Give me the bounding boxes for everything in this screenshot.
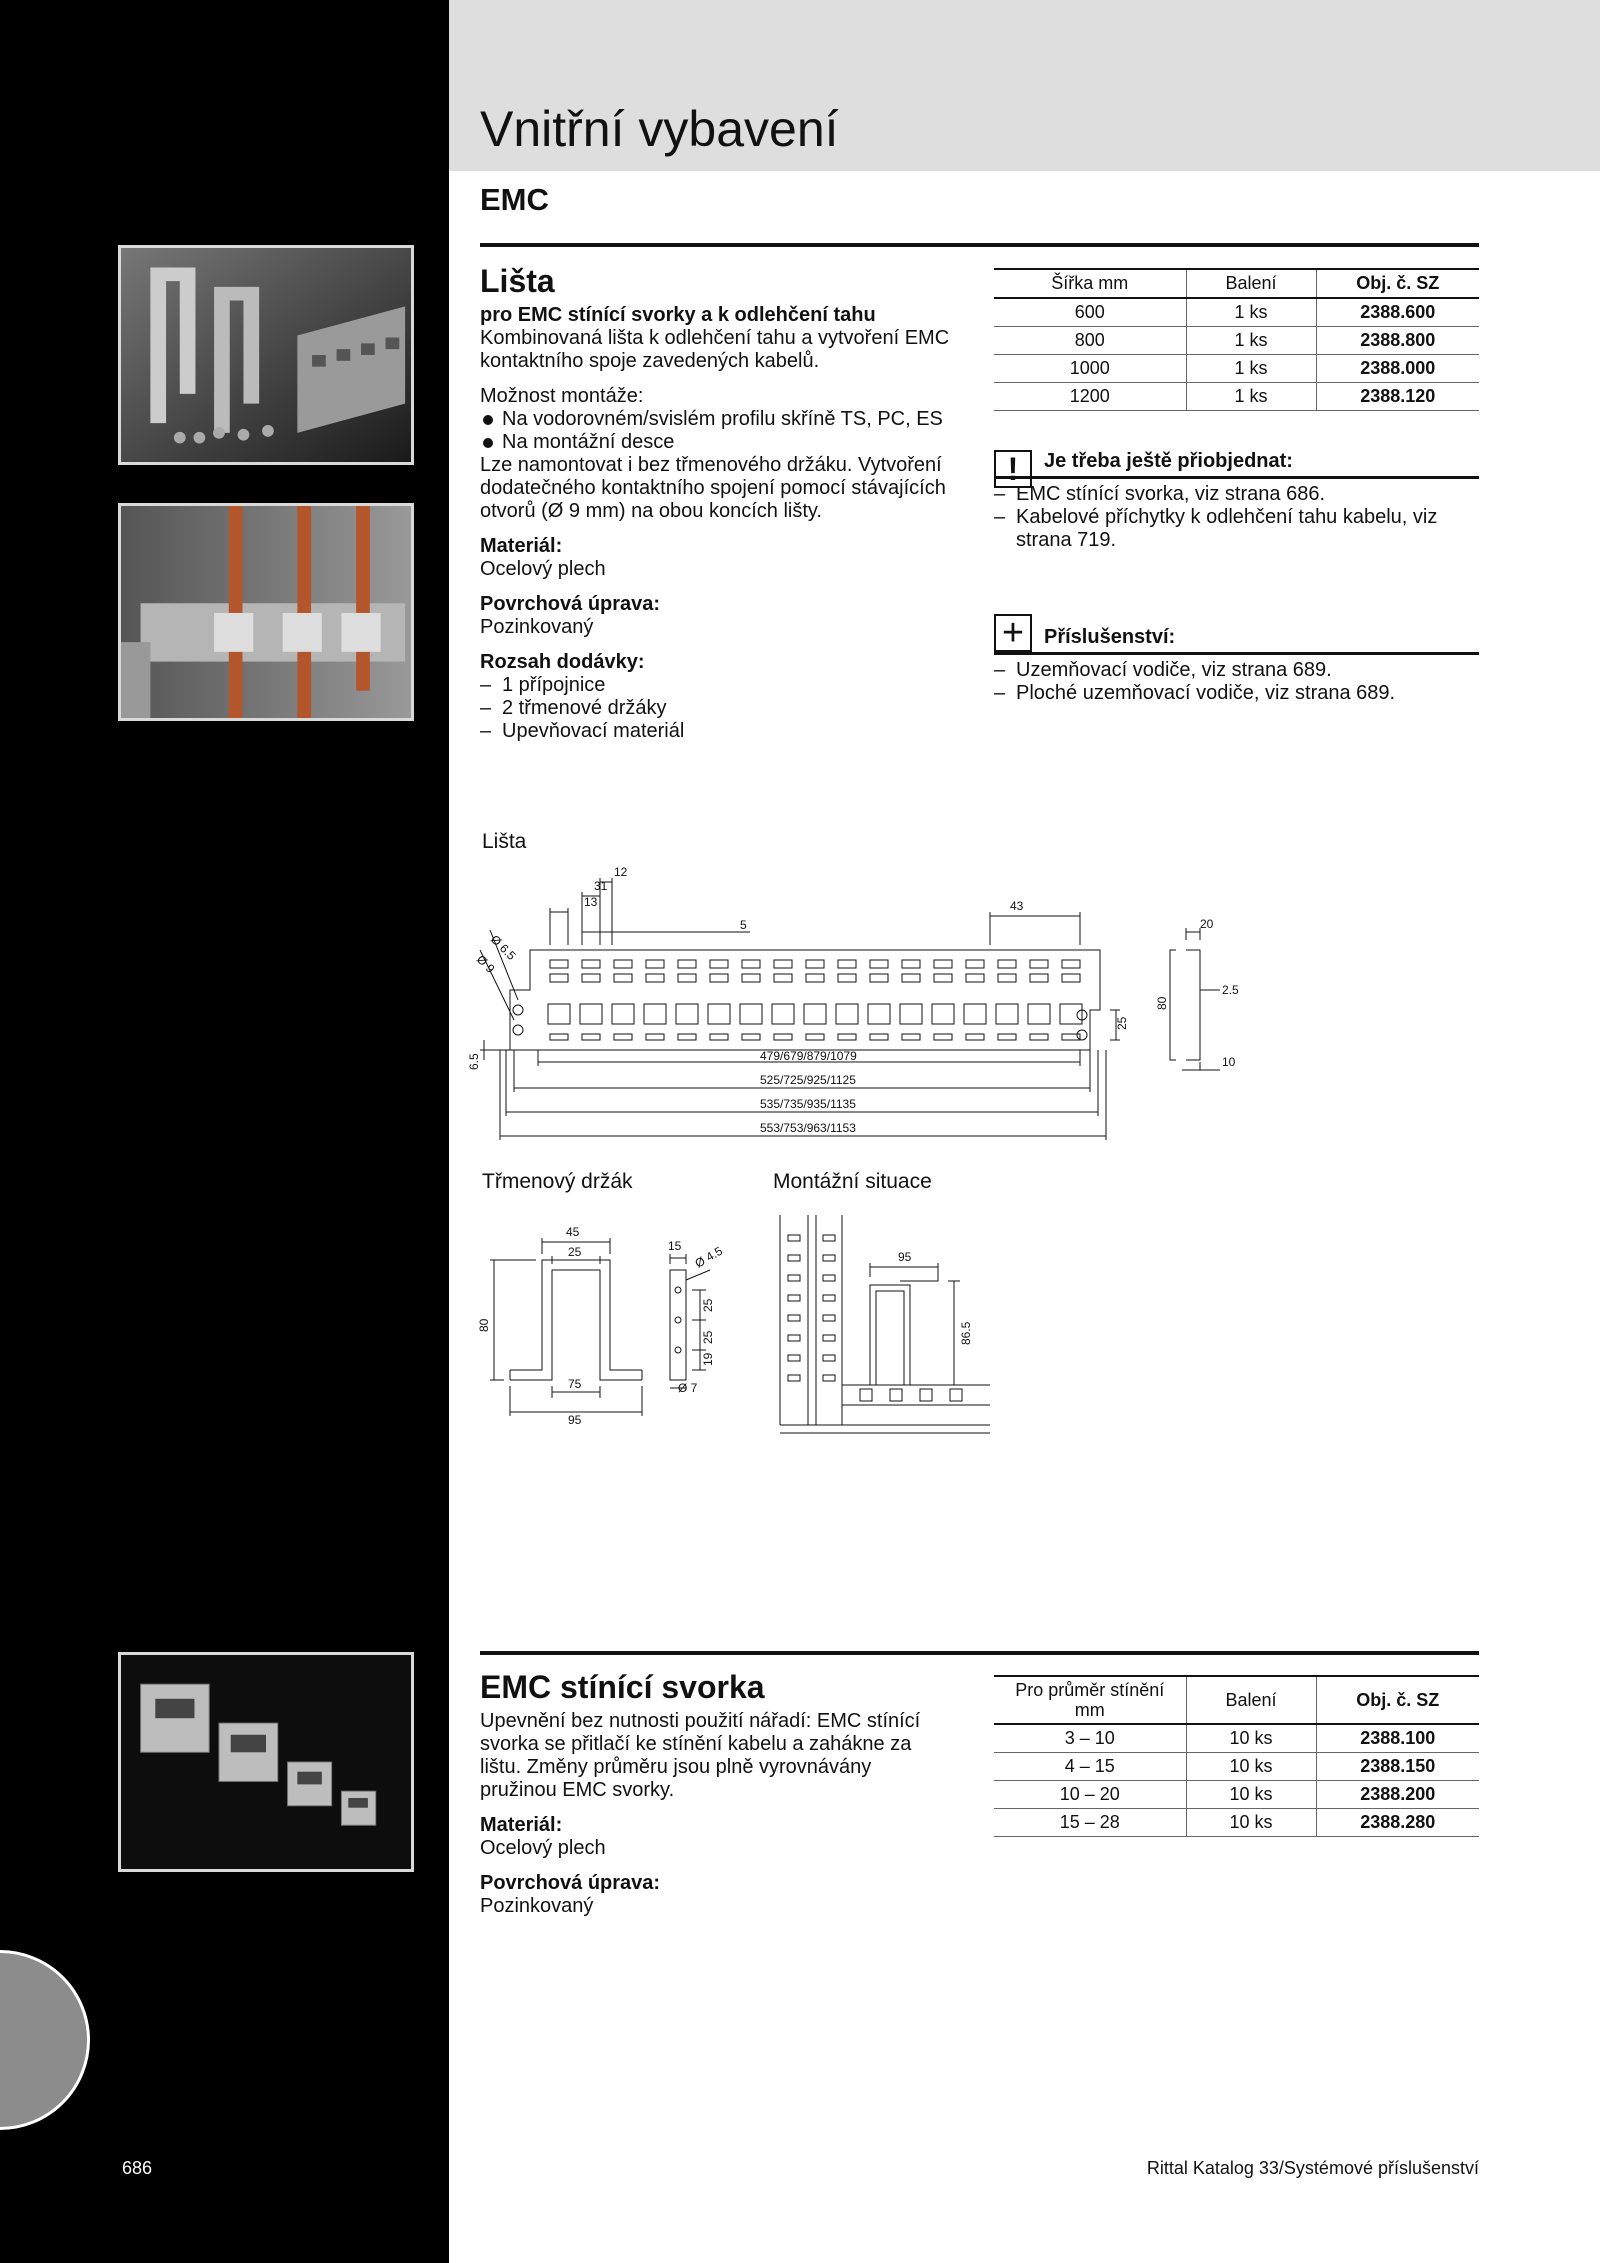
section-label: EMC	[480, 182, 549, 217]
note-item: – Ploché uzemňovací vodiče, viz strana 689.	[994, 682, 1479, 705]
dim-25a: 25	[701, 1298, 715, 1312]
drawing-label-lista: Lišta	[482, 830, 527, 853]
order-additionally-note	[994, 450, 1479, 552]
dim-95: 95	[898, 1250, 912, 1264]
table-cell: 10 ks	[1186, 1724, 1316, 1753]
table-cell: 1 ks	[1186, 298, 1316, 327]
dim-2-5: 2.5	[1222, 983, 1239, 997]
dim-13: 13	[584, 895, 598, 909]
note-list	[994, 659, 1479, 705]
note-list	[994, 483, 1479, 552]
table-cell: 2388.800	[1316, 327, 1479, 355]
table-row	[994, 327, 1479, 355]
table-cell: 10 ks	[1186, 1809, 1316, 1837]
note-item: – EMC stínící svorka, viz strana 686.	[994, 483, 1479, 506]
dim-20: 20	[1200, 917, 1214, 931]
drawing-label-mounting: Montážní situace	[773, 1170, 932, 1193]
table-cell: 2388.200	[1316, 1781, 1479, 1809]
surface-value: Pozinkovaný	[480, 616, 594, 638]
dim-43: 43	[1010, 899, 1024, 913]
product-lista-description	[480, 262, 950, 743]
dim-phi-9: Ø 9	[473, 952, 498, 976]
mounting-technical-drawing	[760, 1205, 1060, 1445]
accessories-note	[994, 611, 1479, 705]
page-number: 686	[122, 2158, 153, 2178]
section-rule	[480, 243, 1479, 247]
lista-order-table	[994, 268, 1479, 411]
dim-75: 75	[568, 1377, 582, 1391]
product-intro: Upevnění bez nutnosti použití nářadí: EMC stínící svorka se přitlačí ke stínění kabelu a zahákne za lištu. Změny průměru jsou plně vyrovnávány pružinou EMC svorky.	[480, 1710, 921, 1801]
product-title: EMC stínící svorka	[480, 1669, 765, 1705]
dim-45: 45	[566, 1225, 580, 1239]
note-item: – Uzemňovací vodiče, viz strana 689.	[994, 659, 1479, 682]
table-cell: 1200	[994, 383, 1186, 411]
dim-length-3: 535/735/935/1135	[760, 1097, 856, 1111]
product-photo-lista	[118, 245, 414, 465]
product-subtitle: pro EMC stínící svorky a k odlehčení tahu	[480, 304, 876, 326]
column-header: Šířka mm	[994, 269, 1186, 298]
table-cell: 2388.280	[1316, 1809, 1479, 1837]
dim-10: 10	[1222, 1055, 1236, 1069]
table-cell: 600	[994, 298, 1186, 327]
clamp-order-table	[994, 1675, 1479, 1837]
material-value: Ocelový plech	[480, 558, 606, 580]
mount-item: Na vodorovném/svislém profilu skříně TS, PC, ES	[480, 408, 950, 431]
table-cell: 1 ks	[1186, 355, 1316, 383]
table-row	[994, 1809, 1479, 1837]
note-heading	[994, 450, 1479, 487]
table-cell: 2388.120	[1316, 383, 1479, 411]
table-row	[994, 298, 1479, 327]
scope-item: – 2 třmenové držáky	[480, 697, 950, 720]
dim-length-2: 525/725/925/1125	[760, 1073, 856, 1087]
scope-item: – Upevňovací materiál	[480, 720, 950, 743]
table-cell: 4 – 15	[994, 1753, 1186, 1781]
dim-phi-4-5: Ø 4.5	[692, 1243, 725, 1271]
dim-length-1: 479/679/879/1079	[760, 1049, 857, 1063]
dim-12: 12	[614, 865, 628, 879]
product-clamp-description	[480, 1668, 950, 1918]
mount-label: Možnost montáže:	[480, 385, 644, 407]
dim-phi-6-5: Ø 6.5	[487, 932, 519, 963]
column-header: Obj. č. SZ	[1316, 1676, 1479, 1724]
dim-80: 80	[1155, 996, 1169, 1010]
table-row	[994, 1781, 1479, 1809]
column-header: Balení	[1186, 1676, 1316, 1724]
bracket-technical-drawing	[470, 1220, 740, 1430]
table-row	[994, 1753, 1479, 1781]
column-header: Balení	[1186, 269, 1316, 298]
table-row	[994, 1724, 1479, 1753]
surface-value: Pozinkovaný	[480, 1895, 594, 1917]
note-heading	[994, 611, 1479, 655]
plus-icon: +	[994, 614, 1032, 652]
dim-5: 5	[740, 918, 747, 932]
table-cell: 10 – 20	[994, 1781, 1186, 1809]
dim-phi-7: Ø 7	[678, 1381, 698, 1395]
product-photo-clamp	[118, 1652, 414, 1872]
dim-31: 31	[594, 879, 608, 893]
table-cell: 2388.100	[1316, 1724, 1479, 1753]
column-header: Pro průměr stínění mm	[994, 1676, 1186, 1724]
note-item: – Kabelové příchytky k odlehčení tahu kabelu, viz strana 719.	[994, 506, 1479, 552]
note-title: Je třeba ještě přiobjednat:	[1044, 450, 1293, 472]
product-intro: Kombinovaná lišta k odlehčení tahu a vytvoření EMC kontaktního spoje zavedených kabelů.	[480, 327, 950, 372]
table-header-row	[994, 1676, 1479, 1724]
table-cell: 3 – 10	[994, 1724, 1186, 1753]
note-title: Příslušenství:	[1044, 626, 1176, 648]
dim-25: 25	[1115, 1016, 1129, 1030]
exclamation-icon: !	[994, 450, 1032, 488]
dim-25b: 25	[701, 1330, 715, 1344]
product-photo-installation	[118, 503, 414, 721]
table-cell: 1 ks	[1186, 383, 1316, 411]
lista-technical-drawing	[467, 865, 1260, 1150]
material-value: Ocelový plech	[480, 1837, 606, 1859]
table-cell: 15 – 28	[994, 1809, 1186, 1837]
catalog-reference: Rittal Katalog 33/Systémové příslušenství	[1146, 2158, 1479, 2178]
section-rule	[480, 1651, 1479, 1655]
drawing-label-bracket: Třmenový držák	[482, 1170, 633, 1193]
table-cell: 800	[994, 327, 1186, 355]
mount-notes: Lze namontovat i bez třmenového držáku. Vytvoření dodatečného kontaktního spojení pomocí stávajících otvorů (Ø 9 mm) na obou koncích lišty.	[480, 454, 946, 522]
dim-80: 80	[477, 1318, 491, 1332]
table-cell: 10 ks	[1186, 1753, 1316, 1781]
material-label: Materiál:	[480, 535, 563, 557]
table-cell: 2388.600	[1316, 298, 1479, 327]
surface-label: Povrchová úprava:	[480, 1872, 661, 1894]
table-cell: 1 ks	[1186, 327, 1316, 355]
scope-label: Rozsah dodávky:	[480, 651, 645, 673]
column-header: Obj. č. SZ	[1316, 269, 1479, 298]
dim-19: 19	[701, 1352, 715, 1366]
page-title: Vnitřní vybavení	[480, 101, 839, 157]
table-header-row	[994, 269, 1479, 298]
table-row	[994, 355, 1479, 383]
dim-86-5: 86.5	[959, 1321, 973, 1345]
product-title: Lišta	[480, 263, 555, 299]
scope-item: – 1 přípojnice	[480, 674, 950, 697]
dim-6-5: 6.5	[467, 1053, 481, 1070]
table-row	[994, 383, 1479, 411]
dim-length-4: 553/753/963/1153	[760, 1121, 856, 1135]
table-cell: 2388.150	[1316, 1753, 1479, 1781]
dim-15: 15	[668, 1239, 682, 1253]
dim-25: 25	[568, 1245, 582, 1259]
surface-label: Povrchová úprava:	[480, 593, 661, 615]
material-label: Materiál:	[480, 1814, 563, 1836]
table-cell: 1000	[994, 355, 1186, 383]
table-cell: 10 ks	[1186, 1781, 1316, 1809]
mount-item: Na montážní desce	[480, 431, 950, 454]
table-cell: 2388.000	[1316, 355, 1479, 383]
dim-95: 95	[568, 1413, 582, 1427]
